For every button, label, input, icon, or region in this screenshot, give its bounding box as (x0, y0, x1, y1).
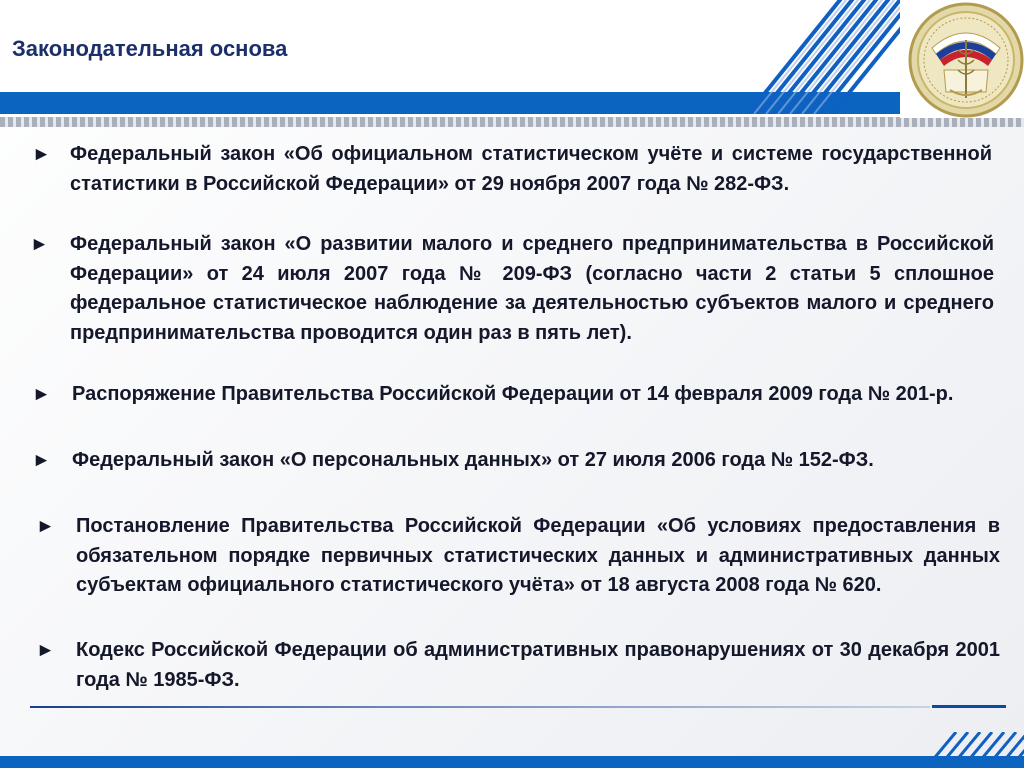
law-item-text: Постановление Правительства Российской Федерации «Об условиях предоставления в обязательном порядке первичных статистических данных и административных данных субъектам официального статистического учёта» от 18 августа 2008 года № 620. (76, 515, 1000, 596)
bullet-arrow-icon: ► (36, 516, 55, 537)
slide-title: Законодательная основа (12, 36, 288, 61)
bullet-arrow-icon: ► (36, 640, 55, 661)
bullet-arrow-icon: ► (32, 450, 51, 471)
law-item-text: Распоряжение Правительства Российской Федерации от 14 февраля 2009 года № 201-р. (72, 383, 954, 405)
law-item (36, 636, 1000, 695)
law-item (30, 230, 994, 348)
bullet-arrow-icon: ► (32, 384, 51, 405)
law-item (36, 512, 1000, 601)
law-item-text: Кодекс Российской Федерации об административных правонарушениях от 30 декабря 2001 года № 1985-ФЗ. (76, 639, 1000, 691)
law-item (32, 446, 1000, 476)
law-item (32, 140, 992, 199)
bullet-arrow-icon: ► (32, 144, 51, 165)
law-item (32, 380, 992, 410)
footer-accent-bar (0, 756, 1024, 768)
law-item-text: Федеральный закон «О развитии малого и среднего предпринимательства в Российской Федерации» от 24 июля 2007 года № 209-ФЗ (согласно части 2 статьи 5 сплошное федеральное статистическое наблюдение за деятельностью субъектов малого и среднего предпринимательства проводится один раз в пять лет). (70, 233, 994, 344)
footer-divider-accent (932, 705, 1006, 708)
footer-divider (30, 706, 930, 708)
law-item-text: Федеральный закон «Об официальном статистическом учёте и системе государственной статистики в Российской Федерации» от 29 ноября 2007 года № 282-ФЗ. (70, 143, 992, 195)
bullet-arrow-icon: ► (30, 234, 49, 255)
law-item-text: Федеральный закон «О персональных данных» от 27 июля 2006 года № 152-ФЗ. (72, 449, 874, 471)
